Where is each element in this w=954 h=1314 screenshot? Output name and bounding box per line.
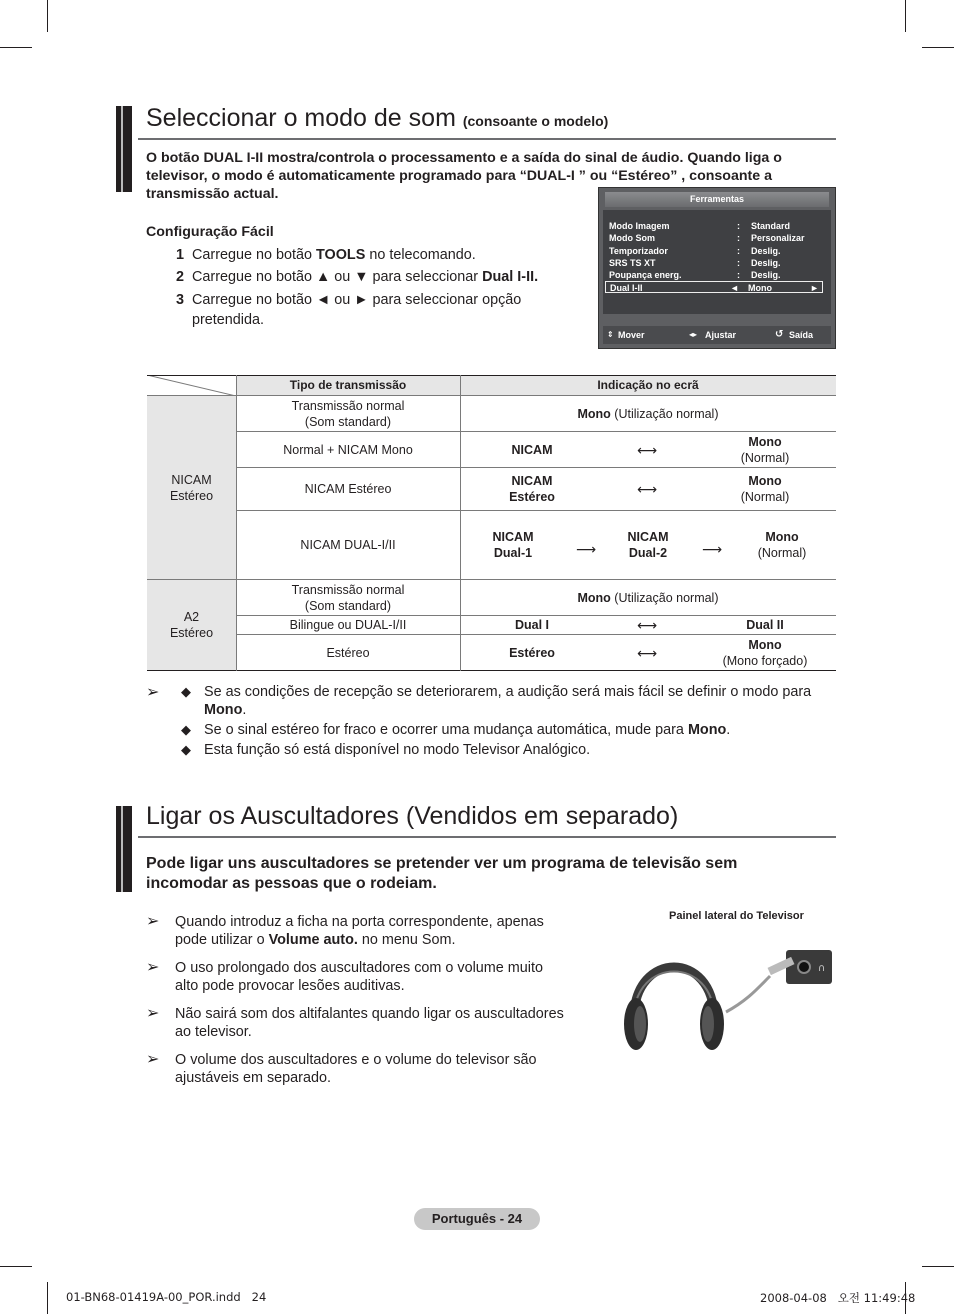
note-text: Quando introduz a ficha na porta correspondente, apenas pode utilizar o	[175, 914, 544, 948]
display-b	[705, 432, 825, 467]
note-bold: Mono	[687, 722, 727, 738]
display-a: NICAM	[511, 442, 553, 457]
row-type: NICAM DUAL-I/II	[300, 538, 396, 552]
display-b: Dual II	[746, 618, 784, 632]
row-display	[460, 396, 836, 431]
tools-menu	[598, 187, 836, 349]
display-b-main: Mono	[748, 637, 782, 652]
easy-setup-title: Configuração Fácil	[146, 224, 274, 240]
display-a: NICAM Estéreo	[509, 474, 555, 504]
display-a: Estéreo	[509, 645, 555, 660]
headphone-illustration	[618, 940, 834, 1056]
svg-text:∩: ∩	[818, 963, 826, 974]
note-text: .	[242, 702, 247, 718]
arrow-both-icon: ⟷	[636, 617, 658, 633]
row-label: Temporizador	[609, 246, 668, 256]
step-text	[192, 267, 538, 287]
display-a: Dual I	[514, 618, 550, 632]
note-pointer-icon: ➢	[146, 1005, 160, 1022]
section-intro: Pode ligar uns auscultadores se pretender ver um programa de televisão sem incomodar as pessoas que o rodeiam.	[146, 855, 738, 892]
note-text: no menu Som.	[357, 932, 456, 948]
crop-mark	[0, 47, 32, 48]
section-rule	[138, 138, 836, 140]
note-bold: Volume auto.	[268, 932, 358, 948]
bullet-icon: ◆	[181, 742, 191, 757]
slug-right: 2008-04-08 오전 11:49:48	[760, 1291, 916, 1305]
step-number: 3	[176, 292, 185, 308]
crop-mark	[905, 0, 906, 32]
row-label: Modo Imagem	[609, 221, 670, 231]
note-bold: Mono	[204, 702, 243, 718]
section-rule	[138, 836, 836, 838]
display-b	[705, 635, 825, 670]
display-c-main: Mono	[765, 530, 799, 544]
row-type: Estéreo	[326, 645, 370, 660]
step-text	[192, 290, 542, 330]
arrow-both-icon: ⟷	[636, 441, 658, 458]
row-sep: :	[737, 246, 740, 256]
group-nicam: NICAM Estéreo	[169, 472, 214, 503]
note-item: O volume dos auscultadores e o volume do televisor são ajustáveis em separado.	[175, 1052, 537, 1086]
panel-label: Painel lateral do Televisor	[669, 910, 804, 922]
tools-menu-row[interactable]	[609, 257, 825, 269]
row-value: Standard	[751, 221, 791, 231]
step-text-bold: TOOLS	[316, 247, 366, 263]
tools-menu-row[interactable]	[609, 245, 825, 257]
note-text: .	[726, 722, 731, 738]
section-title: Ligar os Auscultadores (Vendidos em separado)	[146, 802, 679, 830]
section-title	[146, 104, 608, 133]
slug-left: 01-BN68-01419A-00_POR.indd 24	[66, 1290, 267, 1304]
tools-menu-selected-row[interactable]	[605, 281, 823, 293]
crop-mark	[922, 47, 954, 48]
col-header-type: Tipo de transmissão	[289, 378, 407, 392]
row-type: Bilingue ou DUAL-I/II	[289, 618, 407, 632]
note-pointer-icon: ➢	[146, 684, 160, 701]
note-item	[204, 683, 834, 719]
group-a2: A2 Estéreo	[169, 610, 214, 640]
row-value: Personalizar	[751, 233, 805, 243]
transmission-table	[147, 375, 836, 671]
step-text-pre: Carregue no botão ◄ ou ► para seleccionar opção pretendida.	[192, 292, 522, 328]
display-b: NICAM Dual-2	[627, 530, 669, 560]
crop-mark	[922, 1266, 954, 1267]
return-icon: ↺	[775, 329, 784, 340]
adjust-label: Ajustar	[705, 330, 737, 340]
crop-mark	[47, 1282, 48, 1314]
page-number: Português - 24	[414, 1208, 540, 1230]
leftright-icon: ◂▸	[689, 330, 698, 339]
display-mono: Mono	[577, 590, 611, 605]
crop-mark	[47, 0, 48, 32]
arrow-both-icon: ⟷	[636, 481, 658, 497]
display-b-sub: (Normal)	[740, 490, 790, 504]
note-text: Se as condições de recepção se deteriorarem, a audição será mais fácil se definir o modo para	[204, 684, 812, 700]
col-header-display: Indicação no ecrã	[597, 378, 699, 392]
row-type: NICAM Estéreo	[304, 482, 392, 496]
section-title-note: (consoante o modelo)	[462, 113, 609, 129]
note-pointer-icon: ➢	[146, 913, 160, 930]
tools-menu-footer	[603, 326, 831, 344]
updown-icon: ⇕	[607, 330, 614, 339]
row-value: Deslig.	[751, 270, 781, 280]
step-number: 2	[176, 269, 185, 285]
step-text-pre: Carregue no botão	[192, 247, 317, 263]
step-text-pre: Carregue no botão ▲ ou ▼ para seleccionar	[192, 269, 483, 285]
note-item	[204, 721, 834, 739]
display-b-main: Mono	[748, 434, 782, 449]
move-label: Mover	[618, 330, 645, 340]
step-2	[176, 267, 538, 287]
row-value: Deslig.	[751, 246, 781, 256]
note-text: Se o sinal estéreo for fraco e ocorrer uma mudança automática, mude para	[204, 722, 688, 738]
section-intro: O botão DUAL I-II mostra/controla o processamento e a saída do sinal de áudio. Quando liga o televisor, o modo é automaticamente programado para “DUAL-I ” ou “Estéreo” , consoante a transmissão actual.	[146, 150, 782, 202]
arrow-right-icon: ⟶	[701, 541, 723, 557]
row-sep: :	[737, 270, 740, 280]
display-b	[705, 468, 825, 510]
bullet-icon: ◆	[181, 722, 191, 737]
note-pointer-icon: ➢	[146, 1051, 160, 1068]
row-label: SRS TS XT	[609, 258, 656, 268]
header-diagonal-line	[147, 375, 236, 396]
step-text-bold: Dual I-II.	[482, 269, 539, 285]
section-title-text: Seleccionar o modo de som	[146, 104, 456, 132]
display-b-main: Mono	[748, 474, 782, 488]
tools-menu-row[interactable]	[609, 220, 825, 232]
row-value: Deslig.	[751, 258, 781, 268]
display-c-sub: (Normal)	[757, 546, 807, 560]
headphone-jack-icon	[798, 961, 810, 973]
display-a: NICAM Dual-1	[492, 530, 534, 560]
step-1	[176, 245, 476, 265]
display-note: (Utilização normal)	[610, 406, 719, 421]
note-item	[175, 913, 565, 949]
tools-menu-title: Ferramentas	[605, 192, 829, 207]
note-item: O uso prolongado dos auscultadores com o volume muito alto pode provocar lesões auditivas.	[175, 960, 543, 994]
note-item: Não sairá som dos altifalantes quando ligar os auscultadores ao televisor.	[175, 1006, 564, 1040]
display-c	[727, 511, 837, 579]
row-type: Normal + NICAM Mono	[283, 442, 413, 457]
display-b-sub: (Mono forçado)	[722, 653, 808, 668]
arrow-right-icon: ⟶	[575, 541, 597, 557]
display-b-sub: (Normal)	[740, 450, 790, 465]
row-type: Transmissão normal (Som standard)	[291, 398, 405, 429]
row-sep: :	[737, 221, 740, 231]
row-type: Transmissão normal (Som standard)	[291, 582, 405, 613]
step-3	[176, 290, 542, 330]
row-label: Modo Som	[609, 233, 655, 243]
arrow-right-icon[interactable]: ►	[810, 283, 819, 293]
row-sep: :	[737, 258, 740, 268]
row-value: Mono	[748, 283, 772, 293]
tools-menu-body	[603, 210, 831, 314]
bullet-icon: ◆	[181, 684, 191, 699]
step-text	[192, 245, 476, 265]
crop-mark	[0, 1266, 32, 1267]
note-item: Esta função só está disponível no modo Televisor Analógico.	[204, 742, 591, 758]
tools-menu-row[interactable]	[609, 269, 825, 281]
arrow-both-icon: ⟷	[636, 644, 658, 661]
row-sep: :	[737, 233, 740, 243]
step-number: 1	[176, 247, 185, 263]
display-note: (Utilização normal)	[610, 590, 719, 605]
row-label: Poupança energ.	[609, 270, 682, 280]
table-line	[147, 670, 836, 671]
note-pointer-icon: ➢	[146, 959, 160, 976]
tools-menu-row[interactable]	[609, 232, 825, 244]
arrow-left-icon[interactable]: ◄	[730, 283, 739, 293]
step-text-post: no telecomando.	[365, 247, 476, 263]
section-bar	[116, 106, 132, 192]
exit-label: Saída	[789, 330, 814, 340]
section-bar	[116, 806, 132, 892]
row-display	[460, 580, 836, 615]
row-label: Dual I-II	[610, 283, 643, 293]
display-mono: Mono	[577, 406, 611, 421]
